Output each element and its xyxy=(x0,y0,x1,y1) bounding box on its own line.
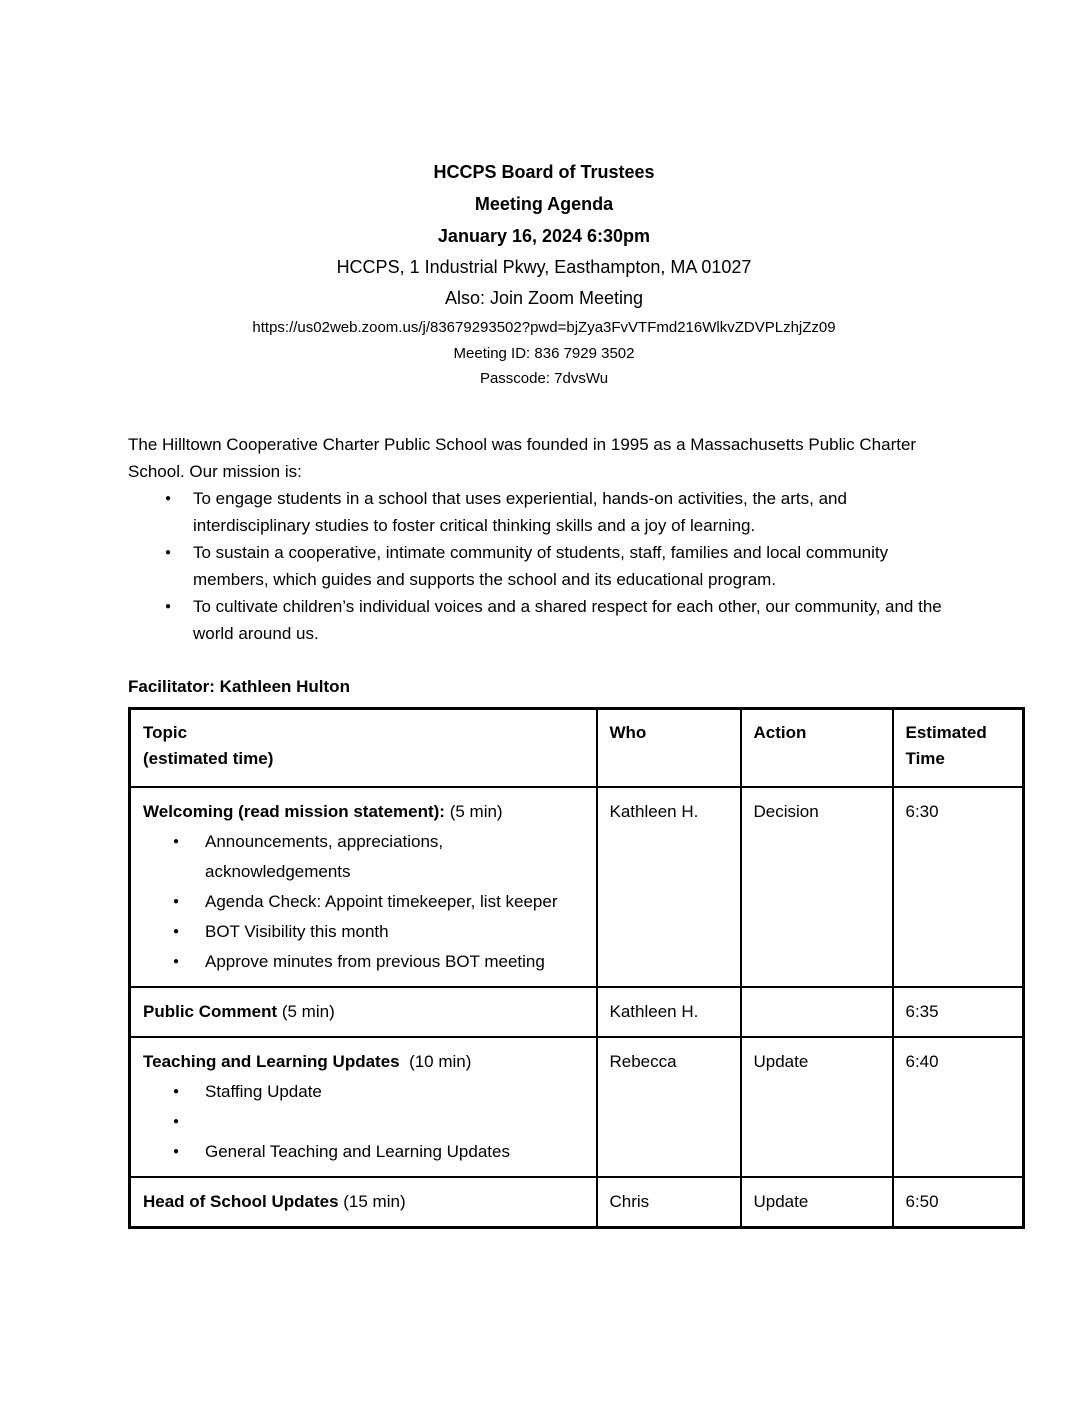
time-cell: 6:40 xyxy=(893,1037,1024,1177)
doc-subtitle: Meeting Agenda xyxy=(474,194,614,214)
mission-bullet-item xyxy=(128,593,960,647)
column-header-topic xyxy=(130,709,597,788)
topic-title-bold: Welcoming (read mission statement): xyxy=(143,802,445,821)
action-cell: Update xyxy=(741,1037,893,1177)
who-cell: Kathleen H. xyxy=(597,787,741,987)
zoom-join-label: Also: Join Zoom Meeting xyxy=(444,288,644,308)
meeting-id: Meeting ID: 836 7929 3502 xyxy=(453,345,635,362)
topic-bullet-item xyxy=(143,1137,584,1167)
zoom-meeting-url: https://us02web.zoom.us/j/83679293502?pwd=bjZya3FvVTFmd216WlkvZDVPLzhjZz09 xyxy=(252,319,836,336)
table-row-teaching-learning xyxy=(130,1037,1024,1177)
doc-datetime: January 16, 2024 6:30pm xyxy=(437,226,651,246)
topic-bullet-item xyxy=(143,1077,584,1107)
mission-bullet-item xyxy=(128,539,960,593)
who-cell: Rebecca xyxy=(597,1037,741,1177)
action-cell xyxy=(741,987,893,1037)
time-cell: 6:35 xyxy=(893,987,1024,1037)
mission-bullet-text: To cultivate children’s individual voices and a shared respect for each other, our community, and the world around us. xyxy=(193,597,942,643)
topic-title-bold: Head of School Updates xyxy=(143,1192,339,1211)
column-header-action: Action xyxy=(741,709,893,788)
topic-bullet-item xyxy=(143,827,584,887)
mission-paragraph: The Hilltown Cooperative Charter Public School was founded in 1995 as a Massachusetts Public Charter School. Our mission is: xyxy=(128,435,917,481)
topic-title xyxy=(143,997,584,1027)
topic-title-bold: Public Comment xyxy=(143,1002,278,1021)
topic-cell xyxy=(130,1177,597,1228)
topic-cell xyxy=(130,987,597,1037)
topic-bullet-item xyxy=(143,917,584,947)
time-cell: 6:30 xyxy=(893,787,1024,987)
table-row-public-comment xyxy=(130,987,1024,1037)
doc-location: HCCPS, 1 Industrial Pkwy, Easthampton, MA 01027 xyxy=(336,257,752,277)
mission-bullet-text: To engage students in a school that uses experiential, hands-on activities, the arts, and interdisciplinary studies to foster critical thinking skills and a joy of learning. xyxy=(193,489,847,535)
table-row-head-of-school xyxy=(130,1177,1024,1228)
topic-bullet-text: Staffing Update xyxy=(205,1082,322,1101)
topic-title-rest: (5 min) xyxy=(444,802,503,821)
doc-title: HCCPS Board of Trustees xyxy=(433,162,655,182)
topic-cell xyxy=(130,787,597,987)
action-cell: Decision xyxy=(741,787,893,987)
topic-title-rest: (10 min) xyxy=(399,1052,472,1071)
topic-title xyxy=(143,1047,584,1077)
topic-title-rest: (5 min) xyxy=(277,1002,335,1021)
mission-bullet-text: To sustain a cooperative, intimate community of students, staff, families and local community members, which guides and supports the school and its educational program. xyxy=(193,543,889,589)
topic-cell xyxy=(130,1037,597,1177)
meeting-passcode: Passcode: 7dvsWu xyxy=(479,370,609,387)
mission-bullet-item xyxy=(128,485,960,539)
topic-bullet-text: Agenda Check: Appoint timekeeper, list keeper xyxy=(205,892,558,911)
action-cell: Update xyxy=(741,1177,893,1228)
agenda-table xyxy=(128,707,1025,1229)
column-header-time: Estimated Time xyxy=(893,709,1024,788)
topic-bullet-text: BOT Visibility this month xyxy=(205,922,389,941)
topic-bullet-item xyxy=(143,947,584,977)
topic-title-bold: Teaching and Learning Updates xyxy=(143,1052,400,1071)
topic-bullet-item xyxy=(143,887,584,917)
table-row-welcoming xyxy=(130,787,1024,987)
topic-title-rest: (15 min) xyxy=(338,1192,406,1211)
topic-bullet-text: Approve minutes from previous BOT meeting xyxy=(205,952,545,971)
who-cell: Chris xyxy=(597,1177,741,1228)
facilitator-line: Facilitator: Kathleen Hulton xyxy=(128,677,350,696)
topic-title xyxy=(143,1187,584,1217)
table-header-row xyxy=(130,709,1024,788)
mission-bullet-list xyxy=(128,485,960,647)
topic-title xyxy=(143,797,584,827)
topic-bullet-text: Announcements, appreciations, acknowledgements xyxy=(205,832,444,881)
document-header xyxy=(128,156,960,391)
column-header-who: Who xyxy=(597,709,741,788)
time-cell: 6:50 xyxy=(893,1177,1024,1228)
mission-section xyxy=(128,431,960,647)
column-header-topic-line2: (estimated time) xyxy=(143,749,274,768)
who-cell: Kathleen H. xyxy=(597,987,741,1037)
column-header-topic-line1: Topic xyxy=(143,723,188,742)
topic-bullet-text: General Teaching and Learning Updates xyxy=(205,1142,510,1161)
topic-bullet-item xyxy=(143,1107,584,1137)
